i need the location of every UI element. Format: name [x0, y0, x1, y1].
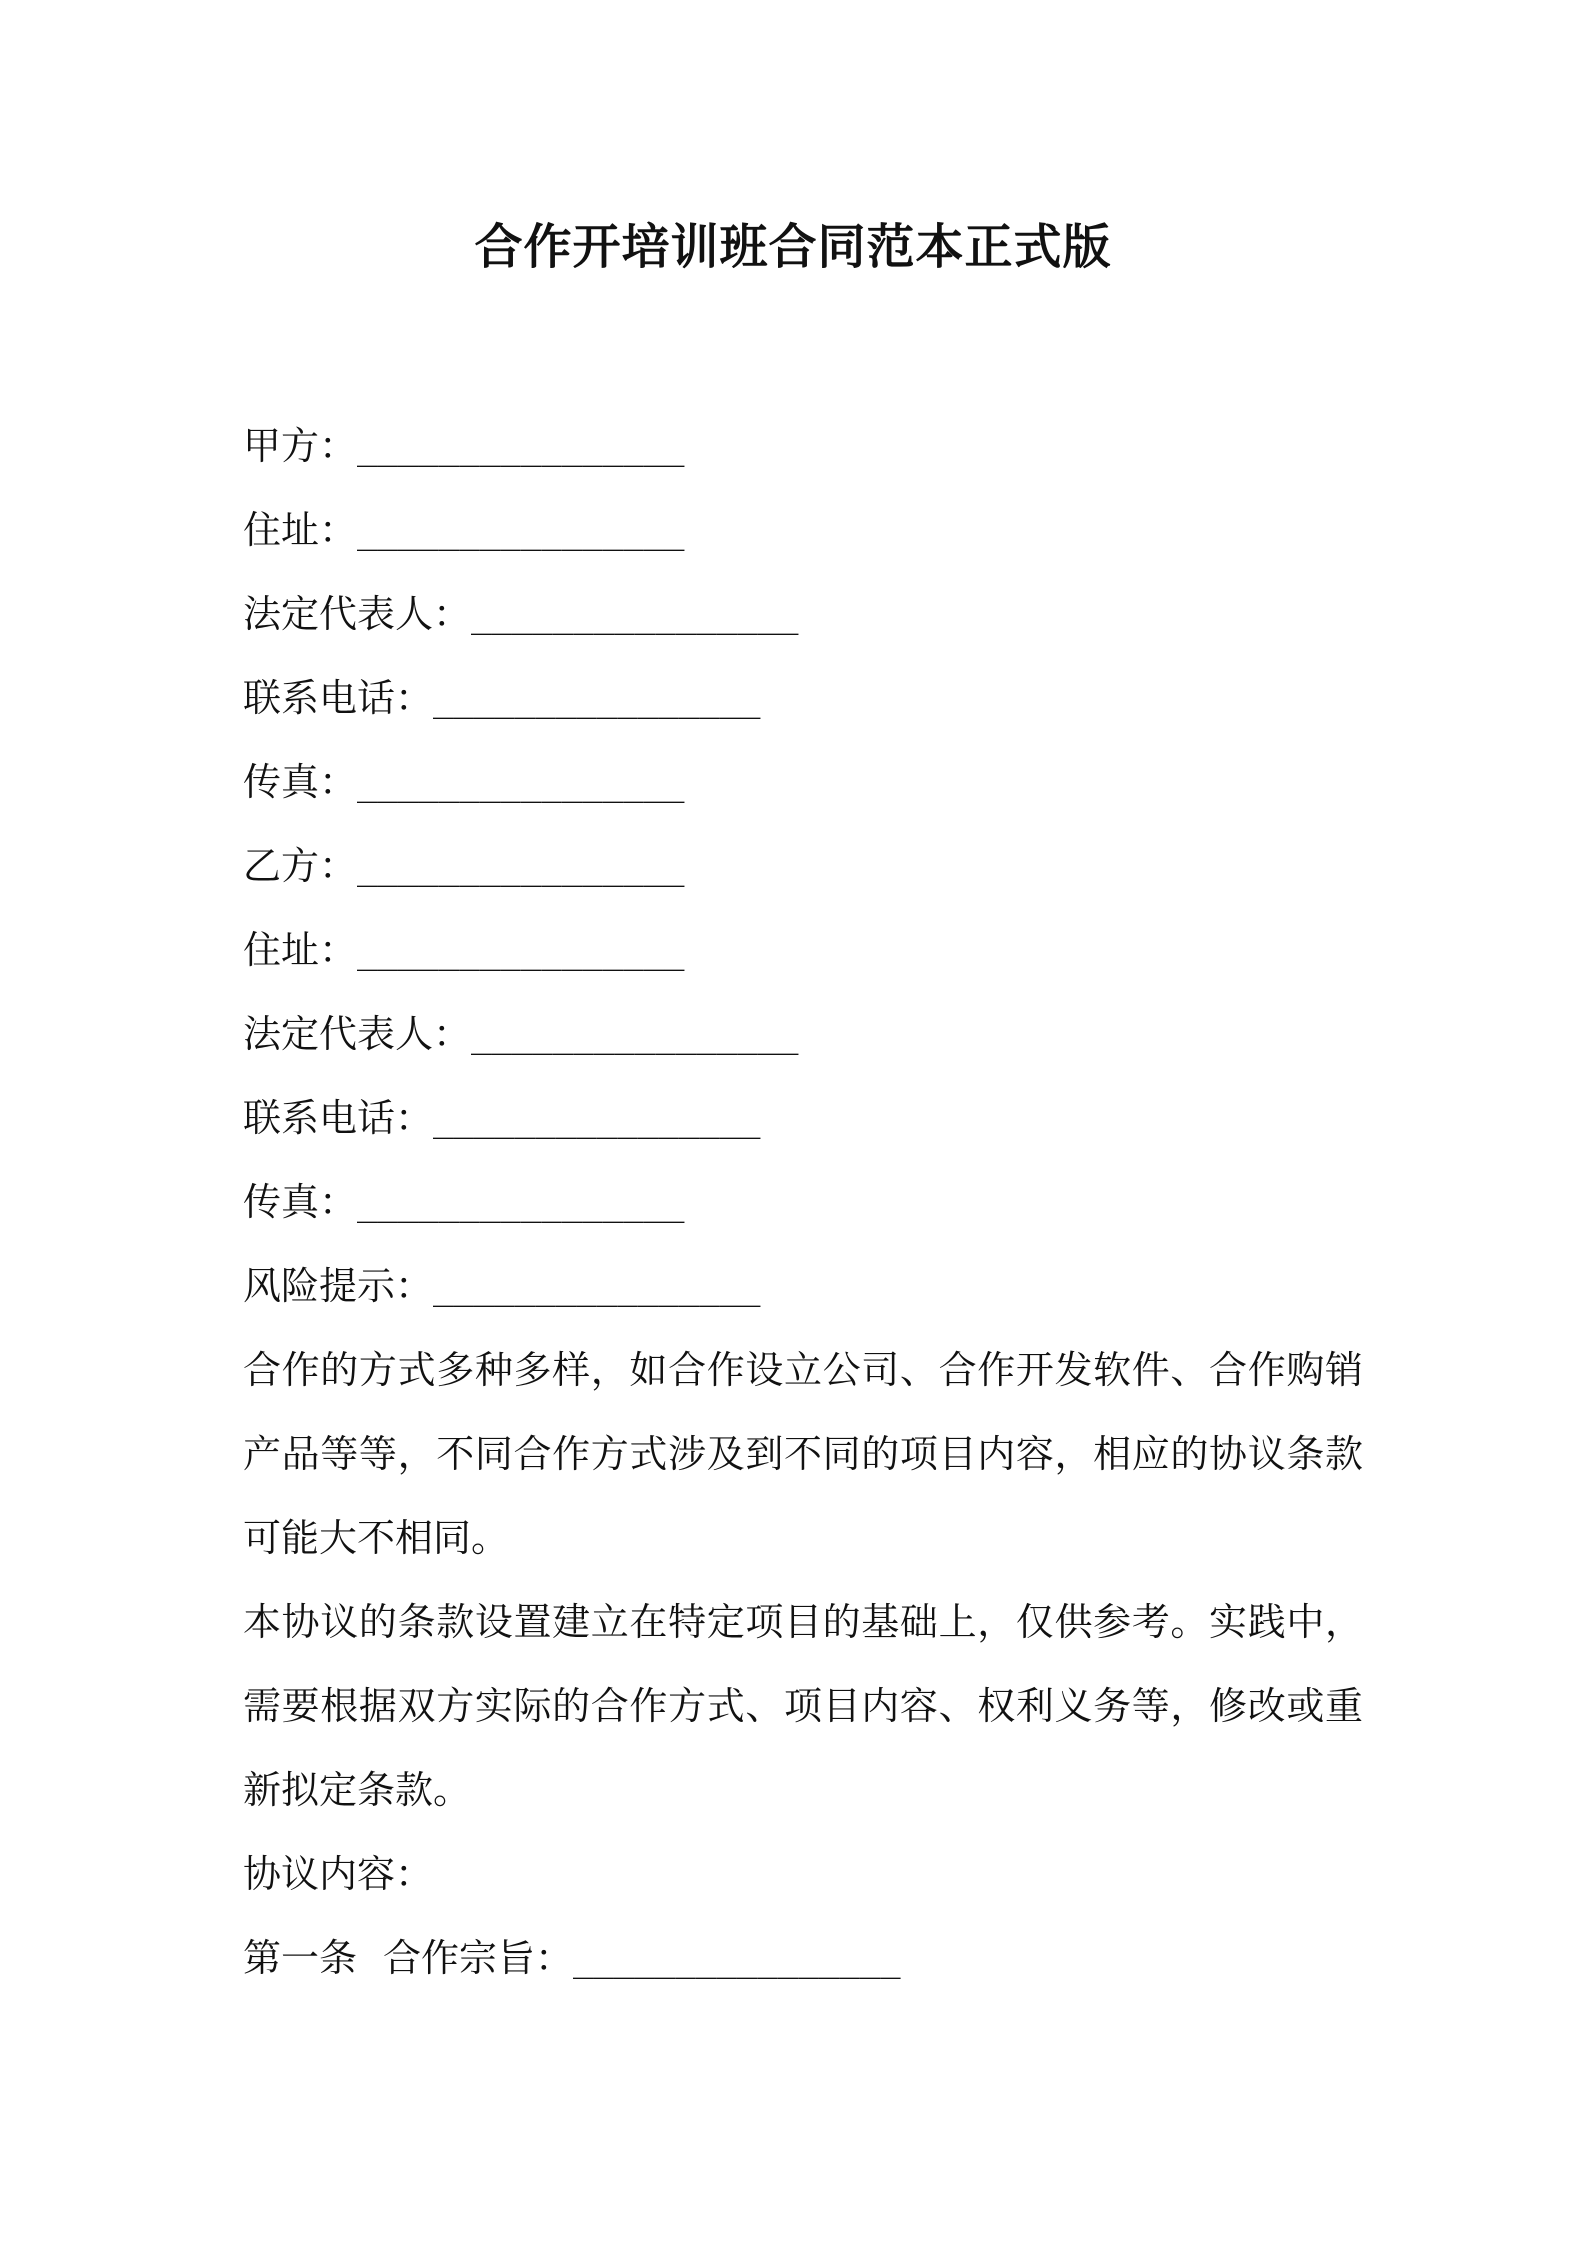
party-b-fax-field	[243, 1160, 1363, 1244]
field-label: 传真：	[243, 1180, 358, 1224]
party-b-field	[243, 824, 1363, 908]
party-a-phone-field	[243, 656, 1363, 740]
field-label: 甲方：	[243, 424, 358, 468]
party-b-phone-field	[243, 1076, 1363, 1160]
field-label: 传真：	[243, 760, 358, 804]
party-a-legal-rep-field	[243, 572, 1363, 656]
field-label: 住址：	[243, 928, 358, 972]
fill-in-blank: ________________	[573, 1940, 901, 1980]
party-b-address-field	[243, 908, 1363, 992]
fill-in-blank: ________________	[471, 596, 799, 636]
risk-notice-field	[243, 1244, 1363, 1328]
document-title: 合作开培训班合同范本正式版	[474, 219, 1112, 275]
fill-in-blank: ________________	[471, 1016, 799, 1056]
clause-1	[243, 1916, 1363, 2000]
field-label: 法定代表人：	[243, 1012, 472, 1056]
clause-label: 合作宗旨：	[383, 1936, 574, 1980]
fill-in-blank: ________________	[357, 764, 685, 804]
party-a-field	[243, 404, 1363, 488]
document-body	[243, 404, 1363, 2000]
clause-number: 第一条	[243, 1936, 358, 1980]
field-label: 联系电话：	[243, 676, 434, 720]
field-label: 乙方：	[243, 844, 358, 888]
field-label: 法定代表人：	[243, 592, 472, 636]
field-label: 住址：	[243, 508, 358, 552]
fill-in-blank: ________________	[357, 932, 685, 972]
agreement-content-heading: 协议内容：	[243, 1852, 434, 1896]
fill-in-blank: ________________	[357, 428, 685, 468]
party-b-legal-rep-field	[243, 992, 1363, 1076]
field-label: 风险提示：	[243, 1264, 434, 1308]
fill-in-blank: ________________	[433, 1268, 761, 1308]
fill-in-blank: ________________	[357, 512, 685, 552]
risk-paragraph-1: 合作的方式多种多样，如合作设立公司、合作开发软件、合作购销产品等等，不同合作方式涉及到不同的项目内容，相应的协议条款可能大不相同。	[243, 1348, 1363, 1560]
fill-in-blank: ________________	[357, 1184, 685, 1224]
party-a-fax-field	[243, 740, 1363, 824]
fill-in-blank: ________________	[433, 680, 761, 720]
fill-in-blank: ________________	[433, 1100, 761, 1140]
risk-paragraph-2: 本协议的条款设置建立在特定项目的基础上，仅供参考。实践中，需要根据双方实际的合作方式、项目内容、权利义务等，修改或重新拟定条款。	[243, 1600, 1363, 1812]
party-a-address-field	[243, 488, 1363, 572]
fill-in-blank: ________________	[357, 848, 685, 888]
field-label: 联系电话：	[243, 1096, 434, 1140]
